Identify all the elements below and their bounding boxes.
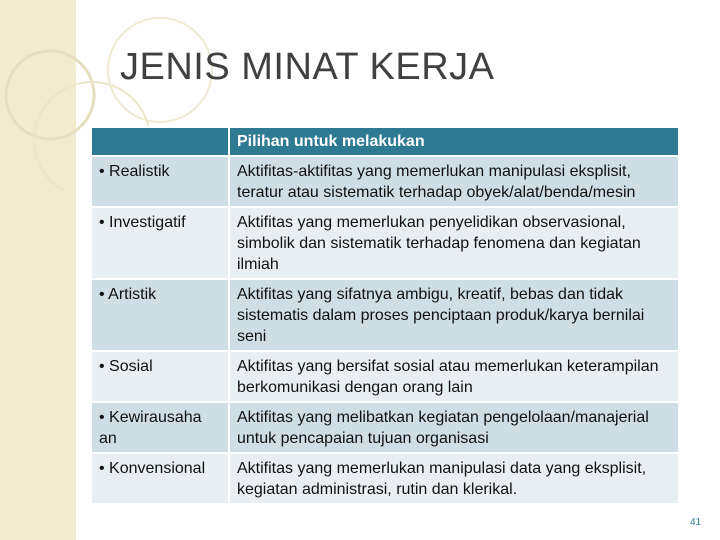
- page-number: 41: [690, 517, 702, 528]
- table-header-row: [91, 127, 679, 156]
- table-row: [91, 156, 679, 207]
- description-cell: Aktifitas yang memerlukan penyelidikan observasional, simbolik dan sistematik terhadap fenomena dan kegiatan ilmiah: [229, 207, 679, 279]
- category-cell: • Sosial: [91, 351, 229, 402]
- category-cell: • Artistik: [91, 279, 229, 351]
- category-cell: • Realistik: [91, 156, 229, 207]
- description-cell: Aktifitas yang memerlukan manipulasi data yang eksplisit, kegiatan administrasi, rutin dan klerikal.: [229, 453, 679, 504]
- category-cell: • Kewirausaha an: [91, 402, 229, 453]
- table-row: [91, 453, 679, 504]
- category-cell: • Investigatif: [91, 207, 229, 279]
- slide-title: JENIS MINAT KERJA: [120, 46, 495, 88]
- table-row: [91, 402, 679, 453]
- description-cell: Aktifitas yang melibatkan kegiatan pengelolaan/manajerial untuk pencapaian tujuan organisasi: [229, 402, 679, 453]
- category-cell: • Konvensional: [91, 453, 229, 504]
- table-row: [91, 351, 679, 402]
- minat-kerja-table: [90, 126, 680, 505]
- header-category-cell: [91, 127, 229, 156]
- table-row: [91, 279, 679, 351]
- description-cell: Aktifitas yang sifatnya ambigu, kreatif, bebas dan tidak sistematis dalam proses penciptaan produk/karya bernilai seni: [229, 279, 679, 351]
- description-cell: Aktifitas-aktifitas yang memerlukan manipulasi eksplisit, teratur atau sistematik terhadap obyek/alat/benda/mesin: [229, 156, 679, 207]
- table-row: [91, 207, 679, 279]
- header-description-cell: Pilihan untuk melakukan: [229, 127, 679, 156]
- description-cell: Aktifitas yang bersifat sosial atau memerlukan keterampilan berkomunikasi dengan orang lain: [229, 351, 679, 402]
